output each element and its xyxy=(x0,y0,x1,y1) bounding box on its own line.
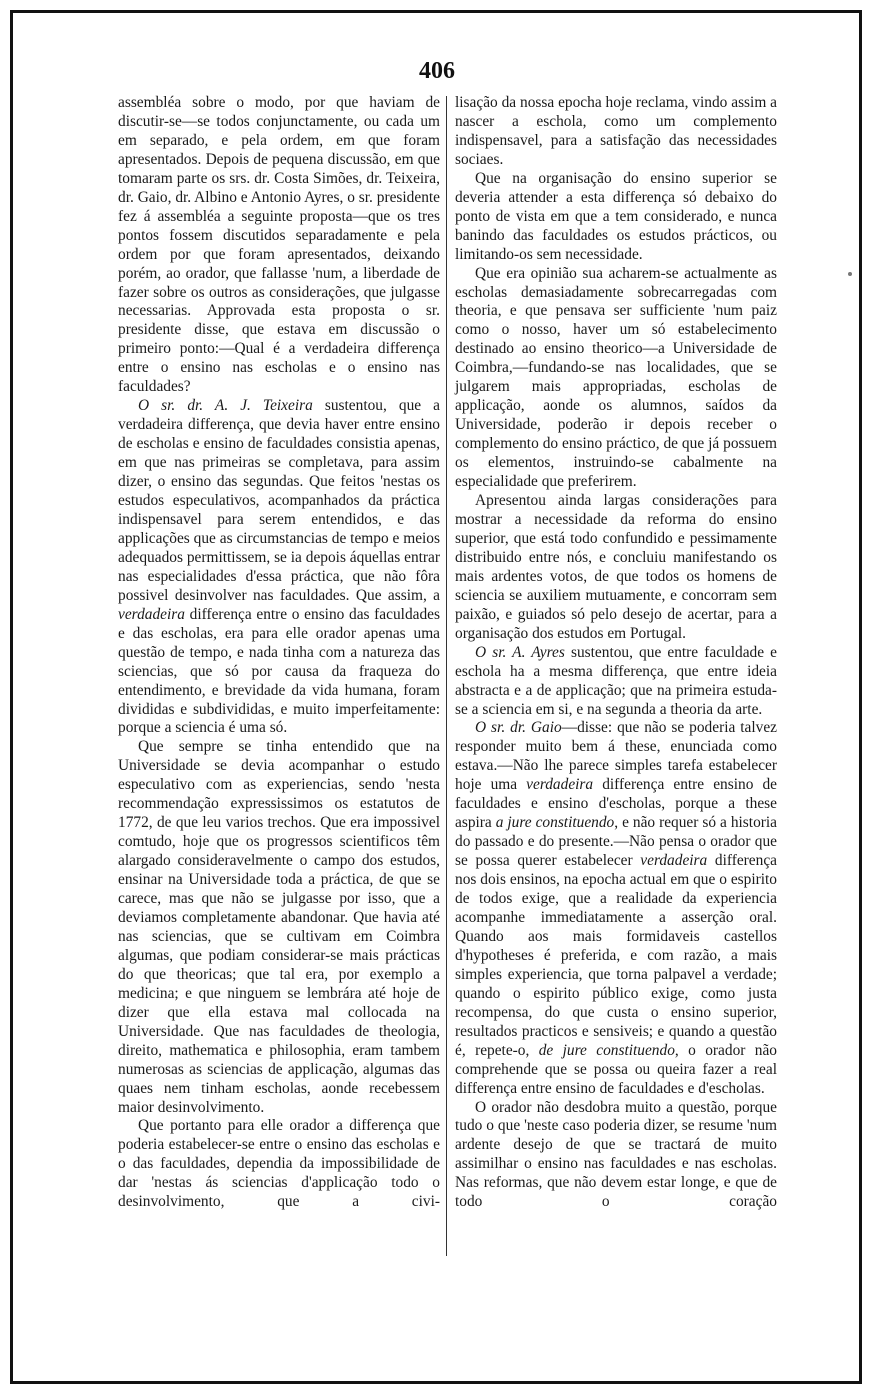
right-paragraph-6 xyxy=(455,719,777,1098)
page-number: 406 xyxy=(419,58,455,84)
left-paragraph-2-text-a: sustentou, que a verdadeira differença, que devia haver entre ensino de escholas e ensino de faculdades consistia apenas, em que nas primeiras se completava, para assim dizer, o ensino das segundas. Que feitos 'nestas os estudos especulativos, acompanhados da práctica indispensavel para serem entendidos, e das applicações que as circumstancias de tempo e meios adequados permittissem, se ia depois áquellas entrar nas especialidades d'essa práctica, que não fôra possivel desinvolver nas faculdades. Que assim, a xyxy=(118,397,440,604)
left-paragraph-2-text-b: differença entre o ensino das faculdades e das escholas, era para elle orador apenas uma questão de tempo, e nada tinha com a natureza das sciencias, que só por causa da fraqueza do entendimento, e brevidade da vida humana, foram divididas e subdivididas, e muito imperfeitamente: porque a sciencia é uma só. xyxy=(118,605,440,737)
left-paragraph-3: Que sempre se tinha entendido que na Universidade se devia acompanhar o estudo especulativo com as experiencias, sendo 'nesta recommendação expressissimos os estatutos de 1772, de que leu varios trechos. Que era impossivel comtudo, hoje que os progressos scientificos têm alargado consideravelmente o campo dos estudos, ensinar na Universidade toda a práctica, de que se carece, mas que não se julgasse por isso, que a deviamos completamente abandonar. Que havia até nas sciencias, que se cultivam em Coimbra algumas, que podiam considerar-se mais prácticas do que theoricas; que tal era, por exemplo a medicina; e que ninguem se lembrára até hoje de dizer que ella estava mal collocada na Universidade. Que nas faculdades de theologia, direito, mathematica e philosophia, eram tambem numerosas as sciencias de applicação, algumas das quaes nem tinham escholas, aonde recebessem maior desinvolvimento. xyxy=(118,738,440,1116)
right-paragraph-6-text-b: differença entre ensino de faculdades e ensino d'escholas, porque a these aspira xyxy=(455,776,777,832)
right-paragraph-6-emphasis-2: a jure constituendo xyxy=(495,814,615,832)
left-paragraph-4: Que portanto para elle orador a differença que poderia estabelecer-se entre o ensino das escholas e o das faculdades, dependia da impossibilidade de dar 'nestas ás sciencias d'applicação todo o desinvolvimento, que a civi- xyxy=(118,1117,440,1211)
left-paragraph-2-emphasis: verdadeira xyxy=(118,605,185,623)
left-paragraph-2 xyxy=(118,397,440,738)
ink-speck xyxy=(848,272,852,276)
column-divider xyxy=(446,96,447,1256)
left-column xyxy=(118,94,440,1212)
right-paragraph-6-emphasis-1: verdadeira xyxy=(526,776,594,794)
right-paragraph-6-text-c: , e não requer só a historia do passado e do presente.—Não pensa o orador que se possa querer estabelecer xyxy=(455,814,777,870)
right-paragraph-2: Que na organisação do ensino superior se deveria attender a esta differença só debaixo do ponto de vista em que a tem considerado, e nunca banindo das faculdades os estudos prácticos, ou limitando-os sem necessidade. xyxy=(455,169,777,263)
right-paragraph-6-emphasis-4: de jure constituendo xyxy=(538,1041,675,1059)
speaker-ayres: O sr. A. Ayres xyxy=(475,643,565,661)
right-paragraph-5 xyxy=(455,644,777,720)
right-paragraph-6-text-d: differença nos dois ensinos, na epocha actual em que o espirito de todos exige, que a realidade da experiencia acompanhe immediatamente a asserção oral. Quando aos mais formidaveis castellos d'hypotheses é preferida, e com razão, a mais simples experiencia, que torna palpavel a verdade; quando o espirito público exige, como justa recompensa, do que custa o ensino superior, resultados practicos e sensiveis; e quando a questão é, repete-o, xyxy=(455,852,777,1059)
right-paragraph-7: O orador não desdobra muito a questão, porque tudo o que 'neste caso poderia dizer, se resume 'num ardente desejo de que se tractará de muito assimilhar o ensino nas faculdades e nas escholas. Nas reformas, que não devem estar longe, e que de todo o coração xyxy=(455,1098,777,1211)
speaker-teixeira: O sr. dr. A. J. Teixeira xyxy=(138,397,313,415)
right-paragraph-4: Apresentou ainda largas considerações para mostrar a necessidade da reforma do ensino superior, que está todo confundido e pessimamente distribuido entre nós, e concluiu manifestando os mais ardentes votos, de que todos os homens de sciencia se auxiliem mutuamente, e concorram sem paixão, e guiados só pelo desejo de acertar, para a organisação dos estudos em Portugal. xyxy=(455,492,777,642)
right-paragraph-1: lisação da nossa epocha hoje reclama, vindo assim a nascer a eschola, como um complemento indispensavel, para a satisfação das necessidades sociaes. xyxy=(455,94,777,168)
right-paragraph-6-emphasis-3: verdadeira xyxy=(640,852,708,870)
right-paragraph-3: Que era opinião sua acharem-se actualmente as escholas demasiadamente sobrecarregadas com theoria, e que pensava ser sufficiente 'num paiz como o nosso, haver um só estabelecimento destinado ao ensino theorico—a Universidade de Coimbra,—fundando-se nas localidades, que se julgarem mais appropriadas, escholas de applicação, aonde os alumnos, saídos da Universidade, poderão ir depois receber o complemento do ensino práctico, de que já possuem os elementos, instruindo-se cabalmente na especialidade que preferirem. xyxy=(455,264,777,491)
right-paragraph-6-text-e: , o orador não comprehende que se possa ou queira fazer a real differença entre ensino de faculdades e d'escholas. xyxy=(455,1041,778,1097)
right-paragraph-6-text-a: —disse: que não se poderia talvez responder muito bem á these, enunciada como estava.—Não lhe parece simples tarefa estabelecer hoje uma xyxy=(455,719,777,794)
right-column xyxy=(455,94,777,1212)
left-paragraph-1: assembléa sobre o modo, por que haviam de discutir-se—se todos conjunctamente, ou cada um em separado, e pela ordem, em que foram apresentados. Depois de pequena discussão, em que tomaram parte os srs. dr. Costa Simões, dr. Teixeira, dr. Gaio, dr. Albino e Antonio Ayres, o sr. presidente fez á assembléa a seguinte proposta—que os tres pontos fossem discutidos separadamente e pela ordem por que foram apresentados, deixando porém, ao orador, que fallasse 'num, a liberdade de fazer sobre os outros as considerações, que julgasse necessarias. Approvada esta proposta o sr. presidente disse, que estava em discussão o primeiro ponto:—Qual é a verdadeira differença entre o ensino nas escholas e o ensino nas faculdades? xyxy=(118,94,440,396)
speaker-gaio: O sr. dr. Gaio xyxy=(475,719,562,737)
right-paragraph-5-text: sustentou, que entre faculdade e eschola ha a mesma differença, que entre ideia abstracta e a de applicação; que na primeira estuda-se a sciencia em si, e na segunda a theoria da arte. xyxy=(455,643,777,718)
